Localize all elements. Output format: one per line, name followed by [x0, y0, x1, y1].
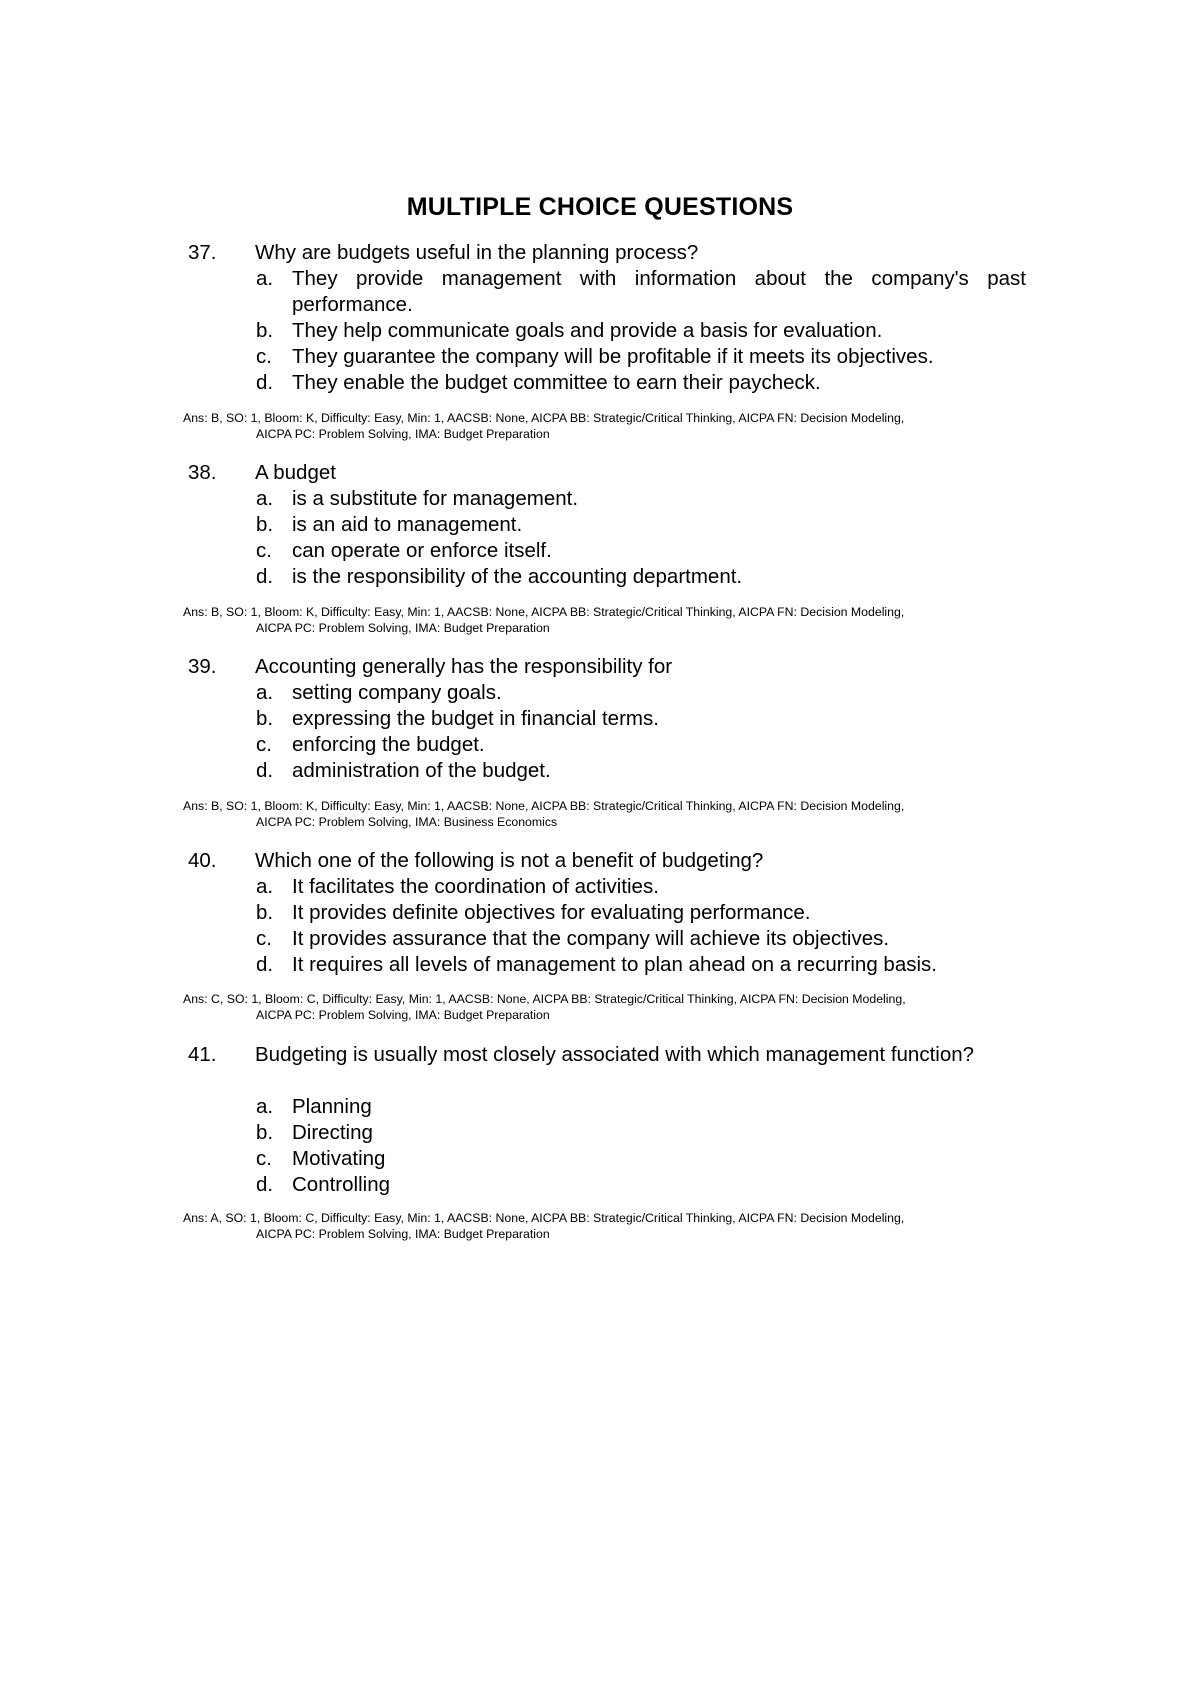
option-text: It provides definite objectives for evaluating performance.	[292, 901, 811, 924]
answer-metadata-cont: AICPA PC: Problem Solving, IMA: Budget Preparation	[256, 427, 550, 441]
option-text: They guarantee the company will be profitable if it meets its objectives.	[292, 345, 934, 368]
option-text: They help communicate goals and provide a basis for evaluation.	[292, 319, 883, 342]
option-letter: a.	[256, 681, 274, 704]
option-letter: a.	[256, 487, 274, 510]
option-text: Controlling	[292, 1173, 390, 1196]
option-text: can operate or enforce itself.	[292, 539, 552, 562]
question-stem: Why are budgets useful in the planning process?	[255, 241, 699, 264]
option-text: Motivating	[292, 1147, 386, 1170]
page-title: MULTIPLE CHOICE QUESTIONS	[406, 193, 794, 221]
option-text: is an aid to management.	[292, 513, 523, 536]
question-number: 39.	[188, 655, 217, 678]
question-number: 37.	[188, 241, 217, 264]
option-letter: d.	[256, 1173, 274, 1196]
option-letter: d.	[256, 953, 274, 976]
answer-metadata-cont: AICPA PC: Problem Solving, IMA: Budget Preparation	[256, 621, 550, 635]
option-letter: d.	[256, 565, 274, 588]
option-letter: d.	[256, 759, 274, 782]
option-letter: c.	[256, 927, 272, 950]
option-text: They enable the budget committee to earn their paycheck.	[292, 371, 821, 394]
option-text: is a substitute for management.	[292, 487, 579, 510]
option-text: They provide management with information about the company's past performance.	[292, 267, 1026, 316]
option-letter: c.	[256, 1147, 272, 1170]
answer-metadata-cont: AICPA PC: Problem Solving, IMA: Budget Preparation	[256, 1227, 550, 1241]
option-text: setting company goals.	[292, 681, 502, 704]
option-letter: a.	[256, 267, 274, 290]
option-letter: c.	[256, 539, 272, 562]
question-stem: Accounting generally has the responsibility for	[255, 655, 673, 678]
option-letter: a.	[256, 1095, 274, 1118]
answer-metadata: Ans: A, SO: 1, Bloom: C, Difficulty: Easy, Min: 1, AACSB: None, AICPA BB: Strategic/Critical Thinking, AICPA FN: Decision Modeling,	[183, 1211, 905, 1225]
question-number: 38.	[188, 461, 217, 484]
option-text: It facilitates the coordination of activities.	[292, 875, 659, 898]
option-text: enforcing the budget.	[292, 733, 485, 756]
option-text: Planning	[292, 1095, 372, 1118]
option-letter: b.	[256, 513, 274, 536]
option-letter: b.	[256, 707, 274, 730]
answer-metadata-cont: AICPA PC: Problem Solving, IMA: Budget Preparation	[256, 1008, 550, 1022]
option-letter: c.	[256, 733, 272, 756]
answer-metadata: Ans: B, SO: 1, Bloom: K, Difficulty: Easy, Min: 1, AACSB: None, AICPA BB: Strategic/Critical Thinking, AICPA FN: Decision Modeling,	[183, 799, 905, 813]
option-letter: d.	[256, 371, 274, 394]
option-letter: b.	[256, 1121, 274, 1144]
answer-metadata-cont: AICPA PC: Problem Solving, IMA: Business Economics	[256, 815, 558, 829]
option-text: expressing the budget in financial terms.	[292, 707, 659, 730]
option-text: administration of the budget.	[292, 759, 551, 782]
question-stem: Which one of the following is not a benefit of budgeting?	[255, 849, 764, 872]
question-number: 40.	[188, 849, 217, 872]
option-text: It provides assurance that the company will achieve its objectives.	[292, 927, 890, 950]
answer-metadata: Ans: C, SO: 1, Bloom: C, Difficulty: Easy, Min: 1, AACSB: None, AICPA BB: Strategic/Critical Thinking, AICPA FN: Decision Modeling,	[183, 992, 906, 1006]
option-letter: b.	[256, 319, 274, 342]
option-text: Directing	[292, 1121, 373, 1144]
option-letter: b.	[256, 901, 274, 924]
option-text: It requires all levels of management to plan ahead on a recurring basis.	[292, 953, 937, 976]
option-text: is the responsibility of the accounting department.	[292, 565, 743, 588]
answer-metadata: Ans: B, SO: 1, Bloom: K, Difficulty: Easy, Min: 1, AACSB: None, AICPA BB: Strategic/Critical Thinking, AICPA FN: Decision Modeling,	[183, 605, 905, 619]
option-letter: a.	[256, 875, 274, 898]
question-stem: A budget	[255, 461, 336, 484]
question-number: 41.	[188, 1043, 217, 1066]
option-letter: c.	[256, 345, 272, 368]
question-stem: Budgeting is usually most closely associated with which management function?	[255, 1043, 975, 1066]
answer-metadata: Ans: B, SO: 1, Bloom: K, Difficulty: Easy, Min: 1, AACSB: None, AICPA BB: Strategic/Critical Thinking, AICPA FN: Decision Modeling,	[183, 411, 905, 425]
